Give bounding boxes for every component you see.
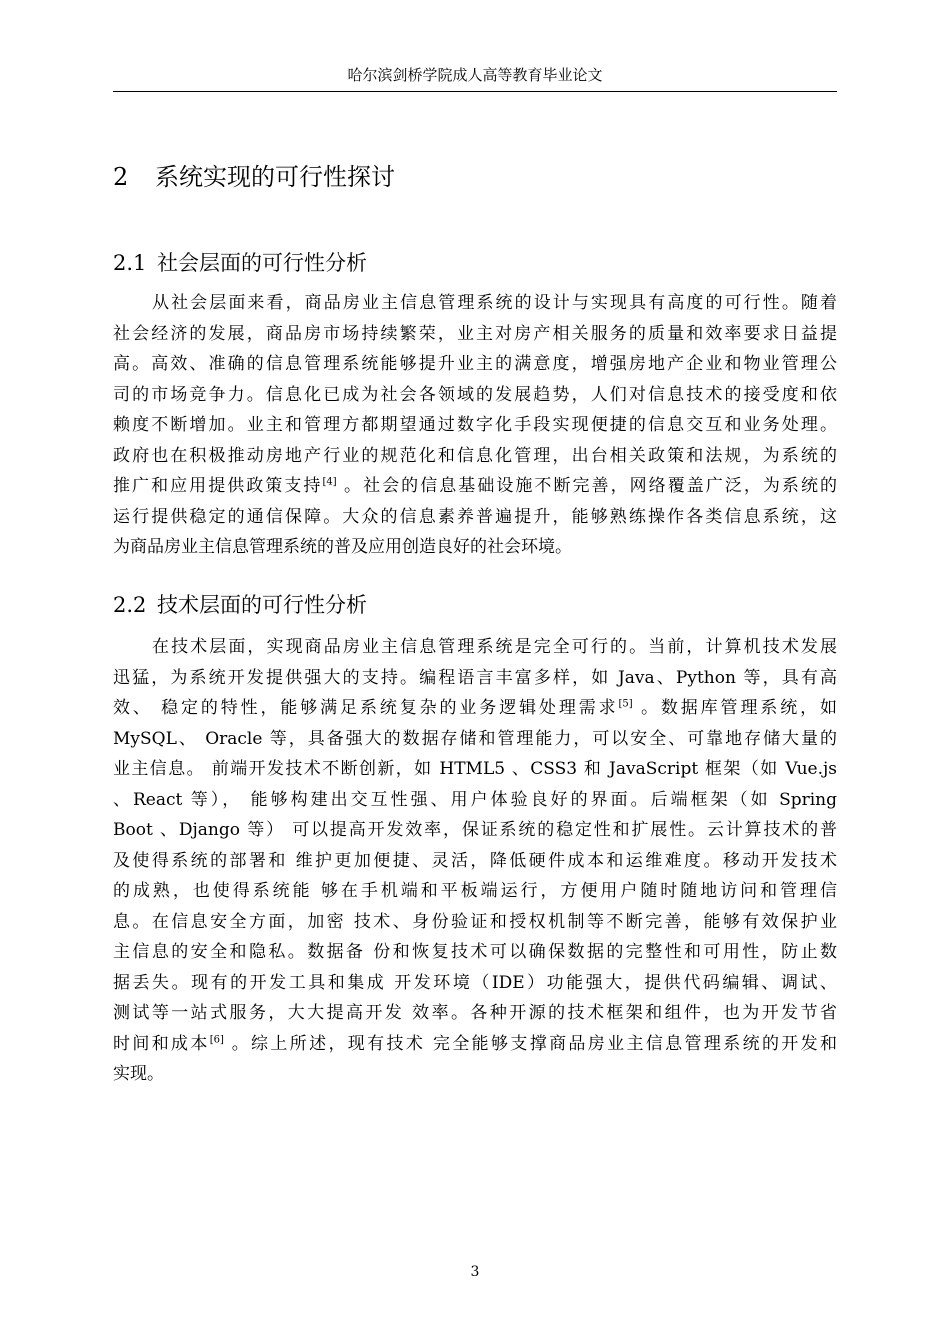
paragraph-technical-feasibility: [113, 632, 837, 1090]
text-segment: 时间和成本: [113, 1033, 210, 1054]
text-line: 赖度不断增加。业主和管理方都期望通过数字化手段实现便捷的信息交互和业务处理。: [113, 415, 837, 435]
page-number: 3: [470, 1264, 480, 1280]
text-line: Boot 、Django 等） 可以提高开发效率，保证系统的稳定性和扩展性。云计算技术的普: [113, 820, 837, 840]
section-heading: [113, 590, 367, 620]
section-title-text: 社会层面的可行性分析: [157, 251, 367, 275]
section-heading: [113, 248, 367, 278]
text-line-with-citation: [113, 1029, 837, 1060]
section-number: 2.1: [113, 251, 147, 275]
text-line: 为商品房业主信息管理系统的普及应用创造良好的社会环境。: [113, 537, 572, 557]
text-line-with-citation: [113, 693, 837, 724]
text-line: 在技术层面，实现商品房业主信息管理系统是完全可行的。当前，计算机技术发展: [152, 637, 837, 657]
text-line: 测试等一站式服务，大大提高开发 效率。各种开源的技术框架和组件，也为开发节省: [113, 1003, 837, 1023]
text-line: 业主信息。 前端开发技术不断创新，如 HTML5 、CSS3 和 JavaScript 框架（如 Vue.js: [113, 759, 837, 779]
text-line: 司的市场竞争力。信息化已成为社会各领域的发展趋势，人们对信息技术的接受度和依: [113, 384, 837, 405]
text-line: 运行提供稳定的通信保障。大众的信息素养普遍提升，能够熟练操作各类信息系统，这: [113, 506, 837, 527]
text-line: 高。高效、准确的信息管理系统能够提升业主的满意度，增强房地产企业和物业管理公: [113, 354, 837, 374]
header-divider: [113, 91, 837, 92]
text-line: 主信息的安全和隐私。数据备 份和恢复技术可以确保数据的完整性和可用性，防止数: [113, 942, 837, 962]
text-segment: 效、 稳定的特性，能够满足系统复杂的业务逻辑处理需求: [113, 698, 619, 718]
citation-ref: [4]: [322, 476, 337, 488]
chapter-title-text: 系统实现的可行性探讨: [155, 163, 395, 191]
text-line: 实现。: [113, 1064, 164, 1084]
text-line: 政府也在积极推动房地产行业的规范化和信息化管理，出台相关政策和法规，为系统的: [113, 445, 837, 466]
section-number: 2.2: [113, 593, 147, 617]
text-line: 从社会层面来看，商品房业主信息管理系统的设计与实现具有高度的可行性。随着: [152, 293, 837, 313]
text-line: 息。在信息安全方面，加密 技术、身份验证和授权机制等不断完善，能够有效保护业: [113, 911, 837, 932]
chapter-title: [113, 160, 395, 194]
text-line: 的成熟，也使得系统能 够在手机端和平板端运行，方便用户随时随地访问和管理信: [113, 881, 837, 901]
text-line-with-citation: [113, 471, 837, 502]
text-segment: 。综上所述，现有技术 完全能够支撑商品房业主信息管理系统的开发和: [223, 1033, 838, 1054]
text-line: 及使得系统的部署和 维护更加便捷、灵活，降低硬件成本和运维难度。移动开发技术: [113, 850, 837, 871]
text-line: 迅猛，为系统开发提供强大的支持。编程语言丰富多样，如 Java、Python 等，具有高: [113, 667, 837, 688]
text-line: 据丢失。现有的开发工具和集成 开发环境（IDE）功能强大，提供代码编辑、调试、: [113, 972, 837, 993]
text-line: MySQL、 Oracle 等，具备强大的数据存储和管理能力，可以安全、可靠地存储大量的: [113, 728, 837, 749]
text-segment: 推广和应用提供政策支持: [113, 476, 323, 496]
citation-ref: [5]: [618, 698, 633, 710]
section-title-text: 技术层面的可行性分析: [157, 593, 367, 617]
text-line: 、React 等）， 能够构建出交互性强、用户体验良好的界面。后端框架（如 Spring: [113, 789, 837, 810]
chapter-number: 2: [113, 163, 129, 191]
citation-ref: [6]: [209, 1033, 224, 1045]
paragraph-social-feasibility: [113, 288, 837, 563]
text-segment: 。数据库管理系统，如: [632, 698, 837, 718]
text-line: 社会经济的发展，商品房市场持续繁荣，业主对房产相关服务的质量和效率要求日益提: [113, 323, 837, 344]
running-header: 哈尔滨剑桥学院成人高等教育毕业论文: [347, 66, 603, 84]
text-segment: 。社会的信息基础设施不断完善，网络覆盖广泛，为系统的: [336, 476, 838, 496]
